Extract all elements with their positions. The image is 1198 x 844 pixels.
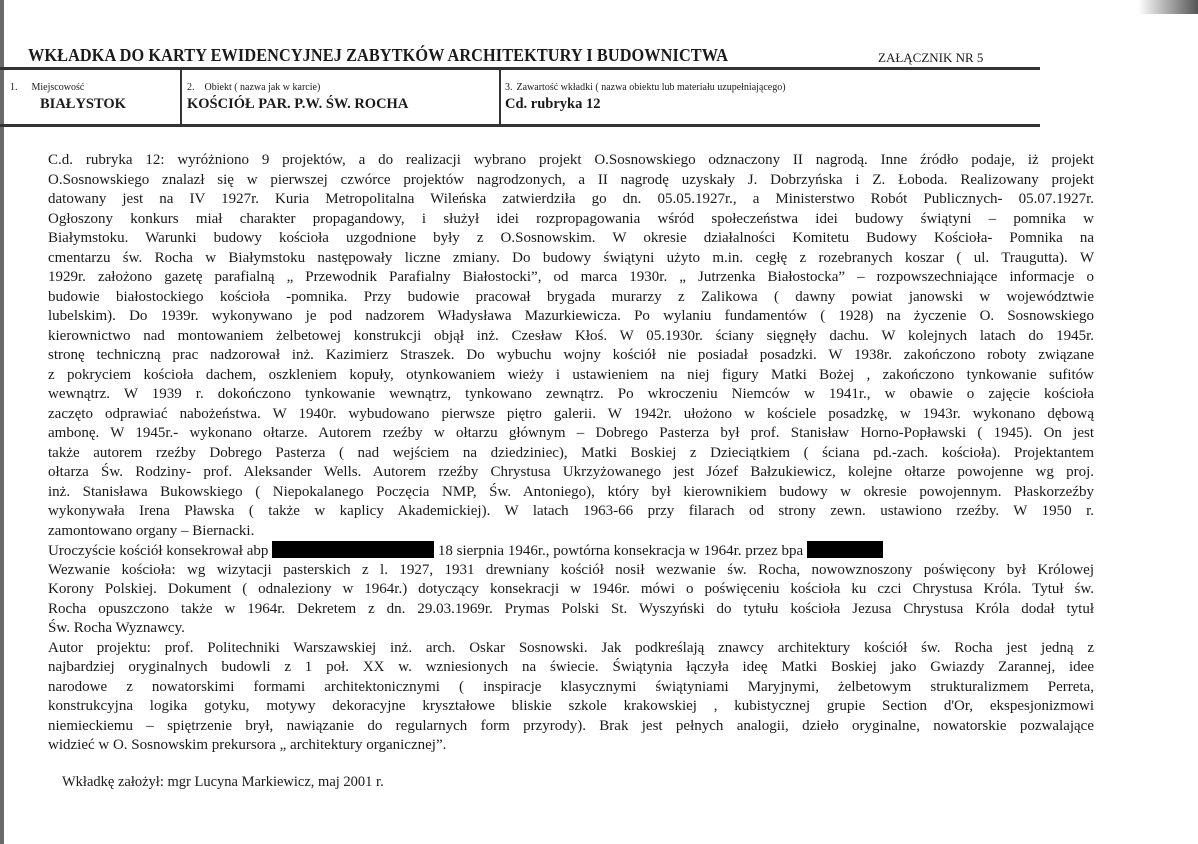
text-line: datowany jest na IV 1927r. Kuria Metropolitalna Wileńska zatwierdziła go dn. 05.05.1927r., a Ministerstwo Robót Publicznych- 05.07.1927r. xyxy=(48,191,1094,207)
field-content xyxy=(505,82,786,113)
header-rule-bottom xyxy=(0,124,1040,127)
paragraph-author xyxy=(48,639,1094,756)
field-object xyxy=(187,82,408,113)
text-line: Autor projektu: prof. Politechniki Warszawskiej inż. arch. Oskar Sosnowski. Jak podkreślają znawcy architektury kościół św. Rocha jest jedną z xyxy=(48,639,1094,656)
field-number: 2. xyxy=(187,82,195,93)
text-line: narodowe z nowatorskimi formami architektonicznymi ( inspiracje klasycznymi świątyniami Maryjnymi, żelbetowym strukturalizmem Perreta, xyxy=(48,678,1094,695)
consecration-line xyxy=(48,541,1094,561)
text-line: Wezwanie kościoła: wg wizytacji pasterskich z l. 1927, 1931 drewniany kościół nosił wezwanie św. Rocha, nowowznoszony poświęcony był Królowej xyxy=(48,561,1094,578)
redaction-box xyxy=(272,541,434,558)
text-line: budowie białostockiego kościoła -pomnika. Przy budowie pracował brygada murarzy z Zalikowa ( dawny powiat janowski w województwie xyxy=(48,288,1094,305)
text-line: cmentarzu św. Rocha w Białymstoku następowały liczne zmiany. Do budowy świątyni użyto m.in. cegłę z rozebranych koszar ( ul. Traugutta). W xyxy=(48,249,1094,266)
text-line: najbardziej oryginalnych budowli z 1 poł. XX w. wzniesionych na świecie. Świątynia łączyła ideę Matki Boskiej jako Gwiazdy Zarannej, idee xyxy=(48,659,1094,675)
field-number: 3. xyxy=(505,82,513,93)
field-label: Miejscowość xyxy=(31,82,85,93)
text-line: niemieckiemu – spiętrzenie brył, nawiązanie do regularnych form przyrody). Brak jest pełnych analogii, dzieło oryginalne, nowatorskie pozwalające xyxy=(48,717,1094,734)
text-line: zamontowano organy – Biernacki. xyxy=(48,522,255,539)
text-line: Św. Rocha Wyznawcy. xyxy=(48,620,185,636)
column-divider xyxy=(499,70,501,124)
text-line: O.Sosnowskiego znalazł się w pierwszej czwórce projektów nagrodzonych, a II nagrodę uzyskały J. Dobrzyńska i Z. Łoboda. Realizowany projekt xyxy=(48,171,1094,188)
consecration-text: . xyxy=(878,543,883,559)
annex-number: ZAŁĄCZNIK NR 5 xyxy=(878,50,984,65)
text-line: kierownictwo nad montowaniem żelbetowej konstrukcji objął inż. Czesław Kłoś. W 05.1930r. ściany sięgnęły dachu. W kolejnych latach do 1945r. xyxy=(48,327,1094,344)
field-number: 1. xyxy=(10,82,18,93)
text-line: widzieć w O. Sosnowskim prekursora „ architektury organicznej”. xyxy=(48,737,447,753)
header-rule-top xyxy=(0,67,1040,70)
scan-corner xyxy=(1138,0,1198,14)
document-body xyxy=(48,151,1094,756)
text-line: zaczęto odprawiać nabożeństwa. W 1940r. wybudowano pierwsze piętro galerii. W 1942r. ułożono w kościele posadzkę, w 1943r. wykonano dębową xyxy=(48,405,1094,422)
text-line: Korony Polskiej. Dokument ( odnaleziony w 1964r.) dotyczący konsekracji w 1946r. mówi o poświęceniu kościoła ku czci Chrystusa Króla. Tytuł św. xyxy=(48,581,1094,597)
field-location xyxy=(10,82,126,113)
paragraph-history xyxy=(48,151,1094,541)
author-note: Wkładkę założył: mgr Lucyna Markiewicz, maj 2001 r. xyxy=(62,774,384,790)
text-line: C.d. rubryka 12: wyróżniono 9 projektów, a do realizacji wybrano projekt O.Sosnowskiego odznaczony II nagrodą. Inne źródło podaje, iż projekt xyxy=(48,152,1094,168)
text-line: Rocha opuszczono także w 1964r. Dekretem z dn. 29.03.1969r. Prymas Polski St. Wyszyński do tytułu kościoła Jezusa Chrystusa Króla dodał tytuł xyxy=(48,600,1094,617)
text-line: ołtarza Św. Rodziny- prof. Aleksander Wells. Autorem rzeźby Chrystusa Ukrzyżowanego jest Józef Bałzukiewicz, kolejne ołtarze powojenne wg proj. xyxy=(48,464,1094,480)
text-line: wewnątrz. W 1939 r. dokończono tynkowanie wewnątrz, tynkowano zewnątrz. Po wkroczeniu Niemców w 1941r., w obawie o zajęcie kościoła xyxy=(48,386,1094,402)
consecration-text: Uroczyście kościół konsekrował abp xyxy=(48,543,269,559)
column-divider xyxy=(180,70,182,124)
field-label: Obiekt ( nazwa jak w karcie) xyxy=(204,82,321,93)
text-line: konstrukcyjna logika gotyku, motywy dekoracyjne kryształowe bliskie szkole krakowskiej , kubistycznej grupie Section d'Or, ekspesjonizmowi xyxy=(48,698,1094,714)
text-line: stronę techniczną prac nadzorował inż. Kazimierz Straszek. Do wybuchu wojny kościół nie posiadał posadzki. W 1938r. zakończono roboty związane xyxy=(48,347,1094,363)
text-line: ambonę. W 1945r.- wykonano ołtarze. Autorem rzeźby w ołtarzu głównym – Dobrego Pasterza był prof. Stanisław Horno-Popławski ( 1945). On jest xyxy=(48,425,1094,441)
text-line: także autorem rzeźby Dobrego Pasterza ( nad wejściem na dziedziniec), Matki Boskiej z Dzieciątkiem ( ściana pd.-zach. kościoła). Projektantem xyxy=(48,444,1094,461)
text-line: lubelskim). Do 1939r. wykonywano je pod nadzorem Władysława Mazurkiewicza. Po wylaniu fundamentów ( 1928) na życzenie O. Sosnowskiego xyxy=(48,308,1094,324)
text-line: 1929r. założono gazetę parafialną „ Przewodnik Parafialny Białostocki”, od marca 1930r. „ Jutrzenka Białostocka” – rozpowszechniające informacje o xyxy=(48,269,1094,285)
consecration-text: 18 sierpnia 1946r., powtórna konsekracja w 1964r. przez bpa xyxy=(437,543,804,559)
text-line: wykonywała Irena Pławska ( także w kaplicy Akademickiej). W latach 1963-66 przy filarach od strony zewn. ustawiono rzeźby. W 1950 r. xyxy=(48,503,1094,519)
redaction-box xyxy=(807,541,883,558)
document-title: WKŁADKA DO KARTY EWIDENCYJNEJ ZABYTKÓW ARCHITEKTURY I BUDOWNICTWA xyxy=(28,45,729,65)
field-label: Zawartość wkładki ( nazwa obiektu lub materiału uzupełniającego) xyxy=(516,82,786,93)
field-value: BIAŁYSTOK xyxy=(40,96,126,112)
paragraph-dedication xyxy=(48,561,1094,639)
text-line: Białymstoku. Warunki budowy kościoła uzgodnione były z O.Sosnowskim. W okresie działalności Komitetu Budowy Kościoła- Pomnika na xyxy=(48,230,1094,246)
text-line: z pokryciem kościoła dachem, oszkleniem kopuły, otynkowaniem wieży i ustawieniem na niej figury Matki Bożej , zakończono tynkowanie sufitów xyxy=(48,366,1094,383)
field-value: KOŚCIÓŁ PAR. P.W. ŚW. ROCHA xyxy=(187,96,409,112)
text-line: inż. Stanisława Bukowskiego ( Niepokalanego Poczęcia NMP, Św. Antoniego), który był kierownikiem budowy w okresie powojennym. Płaskorzeźby xyxy=(48,483,1094,500)
field-value: Cd. rubryka 12 xyxy=(505,96,601,112)
text-line: Ogłoszony konkurs miał charakter propagandowy, i służył idei rozpropagowania wśród społeczeństwa idei budowy świątyni – pomnika w xyxy=(48,210,1094,227)
